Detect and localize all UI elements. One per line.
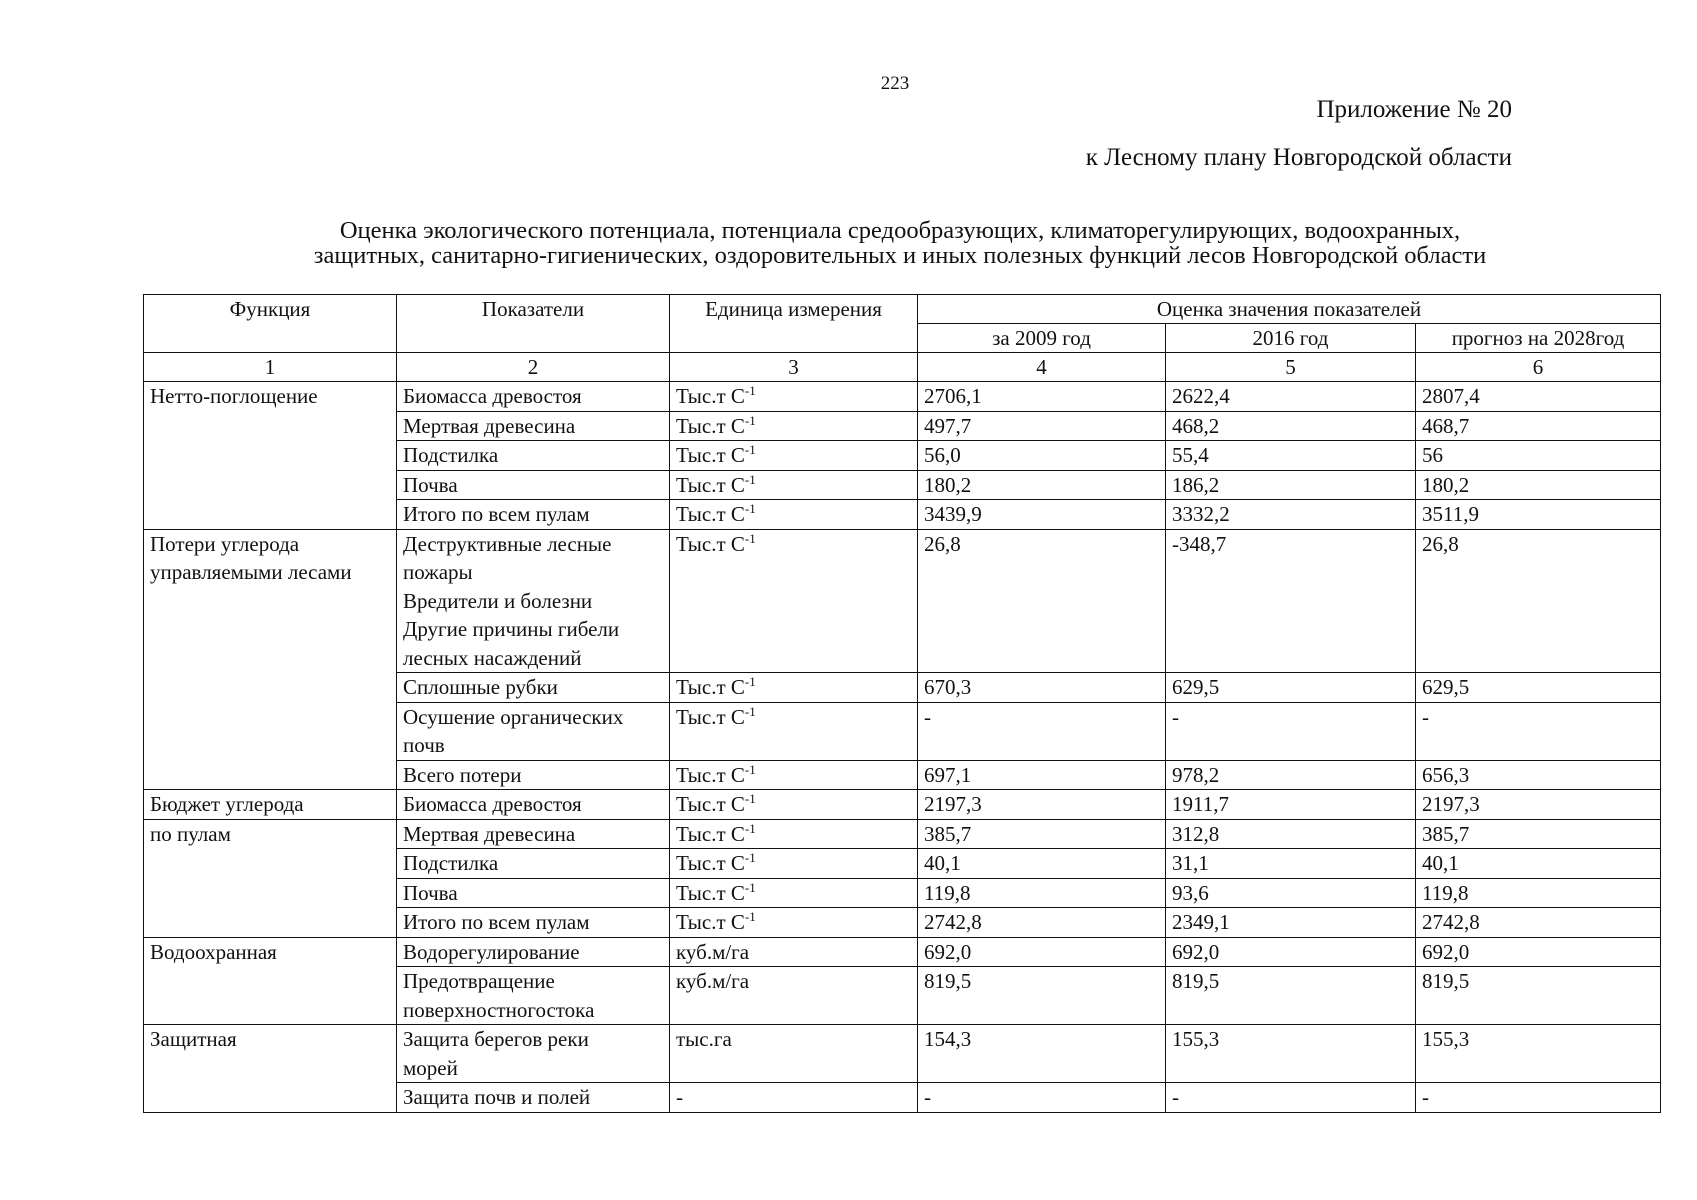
value-2028: 468,7: [1416, 411, 1661, 441]
document-title-line-1: Оценка экологического потенциала, потенциала средообразующих, климаторегулирующих, водоохранных,: [339, 217, 1461, 244]
table-row: [144, 790, 1661, 820]
value-2016: 2622,4: [1166, 382, 1416, 412]
value-2016: 186,2: [1166, 470, 1416, 500]
table-row: [144, 382, 1661, 412]
value-2016: 3332,2: [1166, 500, 1416, 530]
table-row: [144, 819, 1661, 849]
unit-cell: Тыс.т $С^{-1}$: [670, 382, 918, 412]
indicator-cell: Защита берегов реки морей: [397, 1025, 670, 1083]
indicator-cell: Осушение органических почв: [397, 702, 670, 760]
value-2016: 312,8: [1166, 819, 1416, 849]
appendix-reference: к Лесному плану Новгородской области: [1085, 144, 1512, 171]
value-2009: 692,0: [918, 937, 1166, 967]
column-number: 2: [397, 353, 670, 382]
value-2028: 26,8: [1416, 529, 1661, 673]
unit-cell: Тыс.т $С^{-1}$: [670, 470, 918, 500]
indicator-cell: Почва: [397, 470, 670, 500]
table-row: [144, 1025, 1661, 1083]
unit-cell: Тыс.т $С^{-1}$: [670, 411, 918, 441]
unit-cell: Тыс.т $С^{-1}$: [670, 878, 918, 908]
unit-cell: Тыс.т $С^{-1}$: [670, 760, 918, 790]
value-2009: 40,1: [918, 849, 1166, 879]
value-2028: 629,5: [1416, 673, 1661, 703]
value-2009: 819,5: [918, 967, 1166, 1025]
value-2009: 2706,1: [918, 382, 1166, 412]
indicator-cell: Почва: [397, 878, 670, 908]
appendix-number: Приложение № 20: [1316, 96, 1512, 123]
value-2016: 1911,7: [1166, 790, 1416, 820]
table-row: [144, 937, 1661, 967]
value-2016: -: [1166, 1083, 1416, 1113]
document-title-line-2: защитных, санитарно-гигиенических, оздоровительных и иных полезных функций лесов Новгородской области: [313, 242, 1487, 269]
value-2016: 155,3: [1166, 1025, 1416, 1083]
column-number-row: [144, 353, 1661, 382]
value-2016: 31,1: [1166, 849, 1416, 879]
value-2009: 56,0: [918, 441, 1166, 471]
function-cell: Бюджет углерода: [144, 790, 397, 820]
value-2016: 629,5: [1166, 673, 1416, 703]
unit-cell: Тыс.т $С^{-1}$: [670, 500, 918, 530]
value-2028: 56: [1416, 441, 1661, 471]
value-2028: 2742,8: [1416, 908, 1661, 938]
value-2016: 978,2: [1166, 760, 1416, 790]
value-2009: 3439,9: [918, 500, 1166, 530]
header-assessment: Оценка значения показателей: [918, 295, 1661, 324]
value-2009: 2742,8: [918, 908, 1166, 938]
value-2028: -: [1416, 1083, 1661, 1113]
value-2009: 154,3: [918, 1025, 1166, 1083]
function-cell-continued: по пулам: [144, 819, 397, 937]
document-title: [140, 218, 1660, 268]
header-function: Функция: [144, 295, 397, 353]
header-year-2016: 2016 год: [1166, 324, 1416, 353]
indicator-cell: Биомасса древостоя: [397, 790, 670, 820]
value-2009: 2197,3: [918, 790, 1166, 820]
indicator-cell: Подстилка: [397, 441, 670, 471]
column-number: 5: [1166, 353, 1416, 382]
forest-functions-table: [143, 294, 1661, 1113]
unit-cell: Тыс.т $С^{-1}$: [670, 849, 918, 879]
value-2016: 93,6: [1166, 878, 1416, 908]
indicator-cell: Биомасса древостоя: [397, 382, 670, 412]
value-2028: 385,7: [1416, 819, 1661, 849]
value-2028: 819,5: [1416, 967, 1661, 1025]
indicator-cell: Мертвая древесина: [397, 819, 670, 849]
value-2016: -348,7: [1166, 529, 1416, 673]
value-2028: 119,8: [1416, 878, 1661, 908]
value-2009: 497,7: [918, 411, 1166, 441]
value-2009: 385,7: [918, 819, 1166, 849]
value-2009: 670,3: [918, 673, 1166, 703]
value-2028: 3511,9: [1416, 500, 1661, 530]
value-2009: 180,2: [918, 470, 1166, 500]
unit-cell: Тыс.т $С^{-1}$: [670, 790, 918, 820]
unit-cell: Тыс.т $С^{-1}$: [670, 819, 918, 849]
indicator-cell: Защита почв и полей: [397, 1083, 670, 1113]
header-year-2028: прогноз на 2028год: [1416, 324, 1661, 353]
indicator-cell: Итого по всем пулам: [397, 500, 670, 530]
unit-cell: Тыс.т $С^{-1}$: [670, 702, 918, 760]
value-2028: 656,3: [1416, 760, 1661, 790]
function-cell: Потери углерода управляемыми лесами: [144, 529, 397, 790]
header-year-2009: за 2009 год: [918, 324, 1166, 353]
column-number: 1: [144, 353, 397, 382]
indicator-cell: Водорегулирование: [397, 937, 670, 967]
indicator-cell: Итого по всем пулам: [397, 908, 670, 938]
unit-cell: куб.м/га: [670, 967, 918, 1025]
indicator-cell: Всего потери: [397, 760, 670, 790]
unit-cell: Тыс.т $С^{-1}$: [670, 529, 918, 673]
indicator-cell: Деструктивные лесные пожары Вредители и болезни Другие причины гибели лесных насаждений: [397, 529, 670, 673]
value-2009: 26,8: [918, 529, 1166, 673]
value-2028: 2197,3: [1416, 790, 1661, 820]
value-2028: 155,3: [1416, 1025, 1661, 1083]
value-2016: 468,2: [1166, 411, 1416, 441]
value-2009: -: [918, 702, 1166, 760]
value-2009: 697,1: [918, 760, 1166, 790]
function-cell: Нетто-поглощение: [144, 382, 397, 530]
unit-cell: тыс.га: [670, 1025, 918, 1083]
column-number: 3: [670, 353, 918, 382]
function-cell: Защитная: [144, 1025, 397, 1113]
indicator-cell: Сплошные рубки: [397, 673, 670, 703]
value-2016: 692,0: [1166, 937, 1416, 967]
column-number: 6: [1416, 353, 1661, 382]
value-2009: 119,8: [918, 878, 1166, 908]
value-2009: -: [918, 1083, 1166, 1113]
value-2028: 2807,4: [1416, 382, 1661, 412]
page-number: 223: [880, 73, 910, 94]
column-number: 4: [918, 353, 1166, 382]
indicator-cell: Подстилка: [397, 849, 670, 879]
header-row-1: [144, 295, 1661, 324]
value-2028: 40,1: [1416, 849, 1661, 879]
function-cell: Водоохранная: [144, 937, 397, 1025]
indicator-cell: Предотвращение поверхностногостока: [397, 967, 670, 1025]
unit-cell: Тыс.т $С^{-1}$: [670, 441, 918, 471]
header-unit: Единица измерения: [670, 295, 918, 353]
unit-cell: куб.м/га: [670, 937, 918, 967]
value-2016: 819,5: [1166, 967, 1416, 1025]
value-2028: 692,0: [1416, 937, 1661, 967]
unit-cell: Тыс.т $С^{-1}$: [670, 908, 918, 938]
value-2028: 180,2: [1416, 470, 1661, 500]
header-indicators: Показатели: [397, 295, 670, 353]
value-2016: 2349,1: [1166, 908, 1416, 938]
value-2028: -: [1416, 702, 1661, 760]
value-2016: 55,4: [1166, 441, 1416, 471]
indicator-cell: Мертвая древесина: [397, 411, 670, 441]
table-row: [144, 529, 1661, 673]
unit-cell: Тыс.т $С^{-1}$: [670, 673, 918, 703]
unit-cell: -: [670, 1083, 918, 1113]
value-2016: -: [1166, 702, 1416, 760]
